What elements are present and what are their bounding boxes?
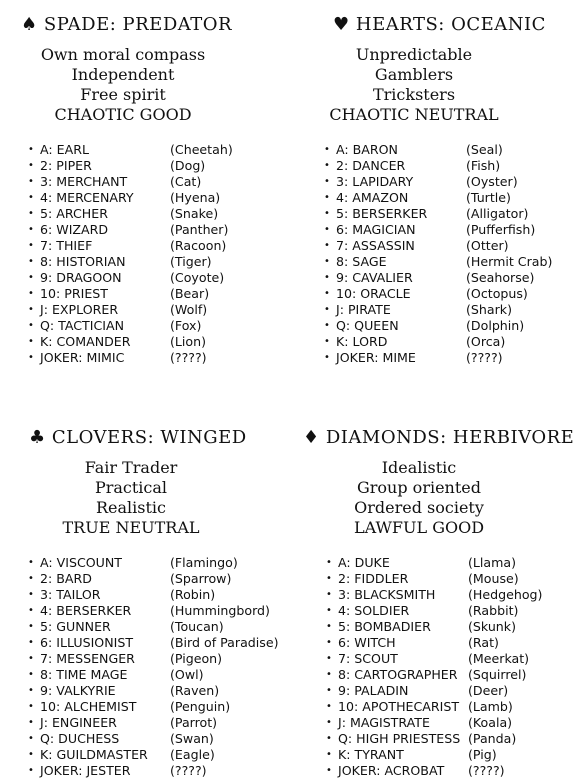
roster-row [326, 715, 575, 731]
bullet-icon: • [28, 160, 34, 171]
card-role: 10: APOTHECARIST [338, 699, 460, 714]
card-animal: (Toucan) [170, 619, 224, 634]
bullet-icon: • [326, 733, 332, 744]
card-animal: (Squirrel) [468, 667, 527, 682]
roster-row [28, 651, 287, 667]
roster-row [324, 318, 575, 334]
bullet-icon: • [28, 352, 34, 363]
bullet-icon: • [28, 336, 34, 347]
roster-row [28, 142, 287, 158]
roster-row [28, 238, 287, 254]
suit-title-text: SPADE: PREDATOR [43, 14, 233, 35]
bullet-icon: • [28, 240, 34, 251]
card-roster [28, 142, 287, 366]
roster-row [28, 190, 287, 206]
roster-row [28, 619, 287, 635]
card-role: K: COMANDER [40, 334, 131, 349]
trait-line: Gamblers [374, 65, 454, 84]
roster-row [324, 286, 575, 302]
trait-line: Own moral compass [40, 45, 206, 64]
card-animal: (Alligator) [466, 206, 529, 221]
roster-row [326, 763, 575, 779]
bullet-icon: • [324, 288, 330, 299]
roster-row [28, 158, 287, 174]
bullet-icon: • [28, 208, 34, 219]
bullet-icon: • [326, 557, 332, 568]
card-animal: (Hyena) [170, 190, 221, 205]
bullet-icon: • [28, 605, 34, 616]
bullet-icon: • [28, 765, 34, 776]
card-animal: (Owl) [170, 667, 204, 682]
bullet-icon: • [326, 653, 332, 664]
card-animal: (Dog) [170, 158, 206, 173]
roster-row [326, 619, 575, 635]
bullet-icon: • [28, 304, 34, 315]
bullet-icon: • [28, 637, 34, 648]
card-animal: (Fox) [170, 318, 202, 333]
roster-row [28, 667, 287, 683]
roster-row [28, 350, 287, 366]
card-role: 9: PALADIN [338, 683, 409, 698]
card-role: 6: ILLUSIONIST [40, 635, 134, 650]
card-role: K: GUILDMASTER [40, 747, 148, 762]
roster-row [324, 174, 575, 190]
roster-row [326, 635, 575, 651]
card-animal: (Koala) [468, 715, 513, 730]
card-role: 9: CAVALIER [336, 270, 413, 285]
card-role: 9: VALKYRIE [40, 683, 116, 698]
card-animal: (Mouse) [468, 571, 519, 586]
card-animal: (Meerkat) [468, 651, 530, 666]
card-animal: (Otter) [466, 238, 509, 253]
roster-row [326, 747, 575, 763]
roster-row [326, 555, 575, 571]
diamond-icon: ♦ [303, 427, 320, 448]
card-role: J: EXPLORER [40, 302, 119, 317]
card-role: A: BARON [336, 142, 398, 157]
bullet-icon: • [324, 192, 330, 203]
bullet-icon: • [324, 144, 330, 155]
alignment-label: CHAOTIC NEUTRAL [329, 105, 499, 124]
card-animal: (Dolphin) [466, 318, 525, 333]
roster-row [324, 350, 575, 366]
roster-row [28, 318, 287, 334]
card-animal: (Hummingbord) [170, 603, 270, 618]
card-role: 8: HISTORIAN [40, 254, 126, 269]
bullet-icon: • [28, 144, 34, 155]
roster-row [28, 302, 287, 318]
roster-row [324, 190, 575, 206]
bullet-icon: • [28, 669, 34, 680]
bullet-icon: • [324, 272, 330, 283]
card-role: 5: BOMBADIER [338, 619, 431, 634]
card-role: 2: BARD [40, 571, 92, 586]
roster-row [28, 555, 287, 571]
alignment-label: CHAOTIC GOOD [54, 105, 192, 124]
card-role: K: TYRANT [338, 747, 404, 762]
card-role: 7: SCOUT [338, 651, 398, 666]
bullet-icon: • [326, 573, 332, 584]
suit-hearts [288, 14, 575, 366]
card-role: Q: HIGH PRIESTESS [338, 731, 461, 746]
alignment-label: TRUE NEUTRAL [62, 518, 200, 537]
roster-row [326, 587, 575, 603]
card-role: 6: WIZARD [40, 222, 109, 237]
roster-row [326, 603, 575, 619]
roster-row [28, 635, 287, 651]
suit-traits [288, 45, 540, 125]
roster-row [28, 715, 287, 731]
card-role: 5: ARCHER [40, 206, 108, 221]
bullet-icon: • [28, 192, 34, 203]
card-role: 3: BLACKSMITH [338, 587, 436, 602]
card-animal: (Seal) [466, 142, 503, 157]
bullet-icon: • [28, 224, 34, 235]
roster-row [28, 731, 287, 747]
bullet-icon: • [324, 224, 330, 235]
bullet-icon: • [324, 176, 330, 187]
trait-line: Practical [94, 478, 168, 497]
card-animal: (Cat) [170, 174, 202, 189]
card-role: 7: THIEF [40, 238, 93, 253]
card-animal: (Pufferfish) [466, 222, 536, 237]
card-animal: (Sparrow) [170, 571, 232, 586]
bullet-icon: • [326, 621, 332, 632]
bullet-icon: • [28, 557, 34, 568]
card-animal: (Oyster) [466, 174, 518, 189]
card-animal: (Eagle) [170, 747, 215, 762]
roster-row [28, 254, 287, 270]
bullet-icon: • [326, 669, 332, 680]
suit-traits [288, 458, 550, 538]
card-role: 3: LAPIDARY [336, 174, 414, 189]
roster-row [326, 683, 575, 699]
card-animal: (Panda) [468, 731, 517, 746]
card-animal: (Lion) [170, 334, 207, 349]
card-roster [28, 555, 287, 779]
bullet-icon: • [324, 336, 330, 347]
trait-line: Unpredictable [355, 45, 473, 64]
roster-row [324, 254, 575, 270]
card-role: 10: ORACLE [336, 286, 411, 301]
roster-row [28, 747, 287, 763]
card-role: 8: CARTOGRAPHER [338, 667, 458, 682]
card-role: 4: BERSERKER [40, 603, 132, 618]
roster-row [324, 238, 575, 254]
bullet-icon: • [28, 717, 34, 728]
card-role: 3: TAILOR [40, 587, 101, 602]
roster-row [324, 158, 575, 174]
roster-row [28, 587, 287, 603]
bullet-icon: • [324, 320, 330, 331]
bullet-icon: • [28, 256, 34, 267]
card-role: J: ENGINEER [40, 715, 117, 730]
card-role: Q: DUCHESS [40, 731, 120, 746]
clover-icon: ♣ [29, 427, 46, 448]
card-role: A: EARL [40, 142, 89, 157]
card-animal: (Skunk) [468, 619, 516, 634]
bullet-icon: • [28, 653, 34, 664]
card-role: JOKER: MIMIC [40, 350, 125, 365]
card-role: Q: QUEEN [336, 318, 399, 333]
card-animal: (Orca) [466, 334, 506, 349]
card-role: 5: GUNNER [40, 619, 111, 634]
suit-spade [0, 14, 287, 366]
card-roster [326, 555, 575, 779]
card-role: 4: AMAZON [336, 190, 409, 205]
suit-title-text: HEARTS: OCEANIC [355, 14, 546, 35]
roster-row [326, 651, 575, 667]
card-animal: (Parrot) [170, 715, 218, 730]
card-animal: (Hermit Crab) [466, 254, 553, 269]
bullet-icon: • [28, 621, 34, 632]
suit-title-diamonds [288, 427, 575, 449]
card-animal: (Turtle) [466, 190, 511, 205]
card-animal: (Pigeon) [170, 651, 223, 666]
card-animal: (Deer) [468, 683, 509, 698]
card-animal: (Octopus) [466, 286, 528, 301]
roster-row [326, 667, 575, 683]
bullet-icon: • [326, 605, 332, 616]
roster-row [28, 603, 287, 619]
roster-row [28, 222, 287, 238]
trait-line: Fair Trader [84, 458, 178, 477]
card-role: Q: TACTICIAN [40, 318, 125, 333]
bullet-icon: • [326, 765, 332, 776]
card-animal: (Lamb) [468, 699, 513, 714]
roster-row [28, 683, 287, 699]
trait-line: Idealistic [381, 458, 457, 477]
card-animal: (Fish) [466, 158, 501, 173]
bullet-icon: • [324, 256, 330, 267]
bullet-icon: • [326, 637, 332, 648]
card-role: JOKER: MIME [336, 350, 416, 365]
card-animal: (Robin) [170, 587, 216, 602]
bullet-icon: • [324, 160, 330, 171]
bullet-icon: • [28, 320, 34, 331]
bullet-icon: • [326, 685, 332, 696]
roster-row [324, 142, 575, 158]
spade-icon: ♠ [21, 14, 38, 35]
card-animal: (Cheetah) [170, 142, 233, 157]
card-role: 5: BERSERKER [336, 206, 428, 221]
card-animal: (Panther) [170, 222, 229, 237]
roster-row [28, 206, 287, 222]
roster-row [326, 699, 575, 715]
roster-row [28, 270, 287, 286]
card-animal: (Coyote) [170, 270, 225, 285]
bullet-icon: • [28, 589, 34, 600]
card-animal: (Rabbit) [468, 603, 519, 618]
bullet-icon: • [28, 573, 34, 584]
suit-title-hearts [288, 14, 575, 36]
card-role: 8: SAGE [336, 254, 387, 269]
bullet-icon: • [326, 717, 332, 728]
card-role: 7: ASSASSIN [336, 238, 415, 253]
roster-row [324, 206, 575, 222]
alignment-label: LAWFUL GOOD [353, 518, 485, 537]
card-role: J: PIRATE [336, 302, 391, 317]
card-role: 7: MESSENGER [40, 651, 135, 666]
suit-traits [0, 45, 246, 125]
bullet-icon: • [326, 589, 332, 600]
bullet-icon: • [28, 288, 34, 299]
card-animal: (Bird of Paradise) [170, 635, 279, 650]
card-animal: (????) [468, 763, 505, 778]
card-animal: (Llama) [468, 555, 517, 570]
card-animal: (Tiger) [170, 254, 212, 269]
roster-row [324, 334, 575, 350]
roster-row [326, 571, 575, 587]
card-role: 6: MAGICIAN [336, 222, 416, 237]
card-animal: (Raven) [170, 683, 220, 698]
card-animal: (Penguin) [170, 699, 231, 714]
card-role: J: MAGISTRATE [338, 715, 430, 730]
roster-row [324, 222, 575, 238]
card-role: 2: DANCER [336, 158, 406, 173]
trait-line: Group oriented [356, 478, 481, 497]
card-animal: (????) [466, 350, 503, 365]
suit-diamonds [288, 427, 575, 779]
card-animal: (Shark) [466, 302, 512, 317]
card-role: 2: FIDDLER [338, 571, 409, 586]
suit-title-spade [0, 14, 287, 36]
bullet-icon: • [326, 701, 332, 712]
card-role: 8: TIME MAGE [40, 667, 128, 682]
bullet-icon: • [28, 176, 34, 187]
suit-traits [0, 458, 262, 538]
roster-row [324, 302, 575, 318]
roster-row [28, 174, 287, 190]
card-animal: (????) [170, 350, 207, 365]
card-animal: (Bear) [170, 286, 210, 301]
bullet-icon: • [326, 749, 332, 760]
card-role: 2: PIPER [40, 158, 92, 173]
card-animal: (Swan) [170, 731, 214, 746]
roster-row [28, 763, 287, 779]
roster-row [28, 699, 287, 715]
roster-row [28, 334, 287, 350]
card-role: 4: SOLDIER [338, 603, 410, 618]
suit-title-text: CLOVERS: WINGED [51, 427, 247, 448]
bullet-icon: • [324, 304, 330, 315]
card-role: 9: DRAGOON [40, 270, 122, 285]
bullet-icon: • [28, 685, 34, 696]
bullet-icon: • [324, 352, 330, 363]
suit-title-text: DIAMONDS: HERBIVORE [325, 427, 575, 448]
roster-row [28, 571, 287, 587]
bullet-icon: • [28, 701, 34, 712]
card-animal: (Snake) [170, 206, 219, 221]
card-animal: (Wolf) [170, 302, 208, 317]
card-role: 4: MERCENARY [40, 190, 134, 205]
card-roster [324, 142, 575, 366]
bullet-icon: • [324, 240, 330, 251]
suit-title-clovers [0, 427, 287, 449]
card-role: A: DUKE [338, 555, 390, 570]
card-role: JOKER: ACROBAT [338, 763, 445, 778]
roster-row [28, 286, 287, 302]
card-role: JOKER: JESTER [40, 763, 131, 778]
bullet-icon: • [324, 208, 330, 219]
trait-line: Ordered society [354, 498, 484, 517]
card-animal: (Pig) [468, 747, 497, 762]
roster-row [326, 731, 575, 747]
card-role: 10: ALCHEMIST [40, 699, 137, 714]
card-animal: (Hedgehog) [468, 587, 543, 602]
card-role: 3: MERCHANT [40, 174, 128, 189]
trait-line: Free spirit [80, 85, 166, 104]
card-role: A: VISCOUNT [40, 555, 123, 570]
card-role: 6: WITCH [338, 635, 396, 650]
suit-clovers [0, 427, 287, 779]
card-animal: (????) [170, 763, 207, 778]
bullet-icon: • [28, 272, 34, 283]
trait-line: Realistic [95, 498, 166, 517]
heart-icon: ♥ [333, 14, 350, 35]
card-animal: (Flamingo) [170, 555, 238, 570]
roster-row [324, 270, 575, 286]
card-animal: (Seahorse) [466, 270, 535, 285]
trait-line: Independent [71, 65, 175, 84]
trait-line: Tricksters [372, 85, 456, 104]
card-animal: (Racoon) [170, 238, 227, 253]
card-role: 10: PRIEST [40, 286, 108, 301]
card-animal: (Rat) [468, 635, 499, 650]
bullet-icon: • [28, 749, 34, 760]
card-role: K: LORD [336, 334, 388, 349]
bullet-icon: • [28, 733, 34, 744]
